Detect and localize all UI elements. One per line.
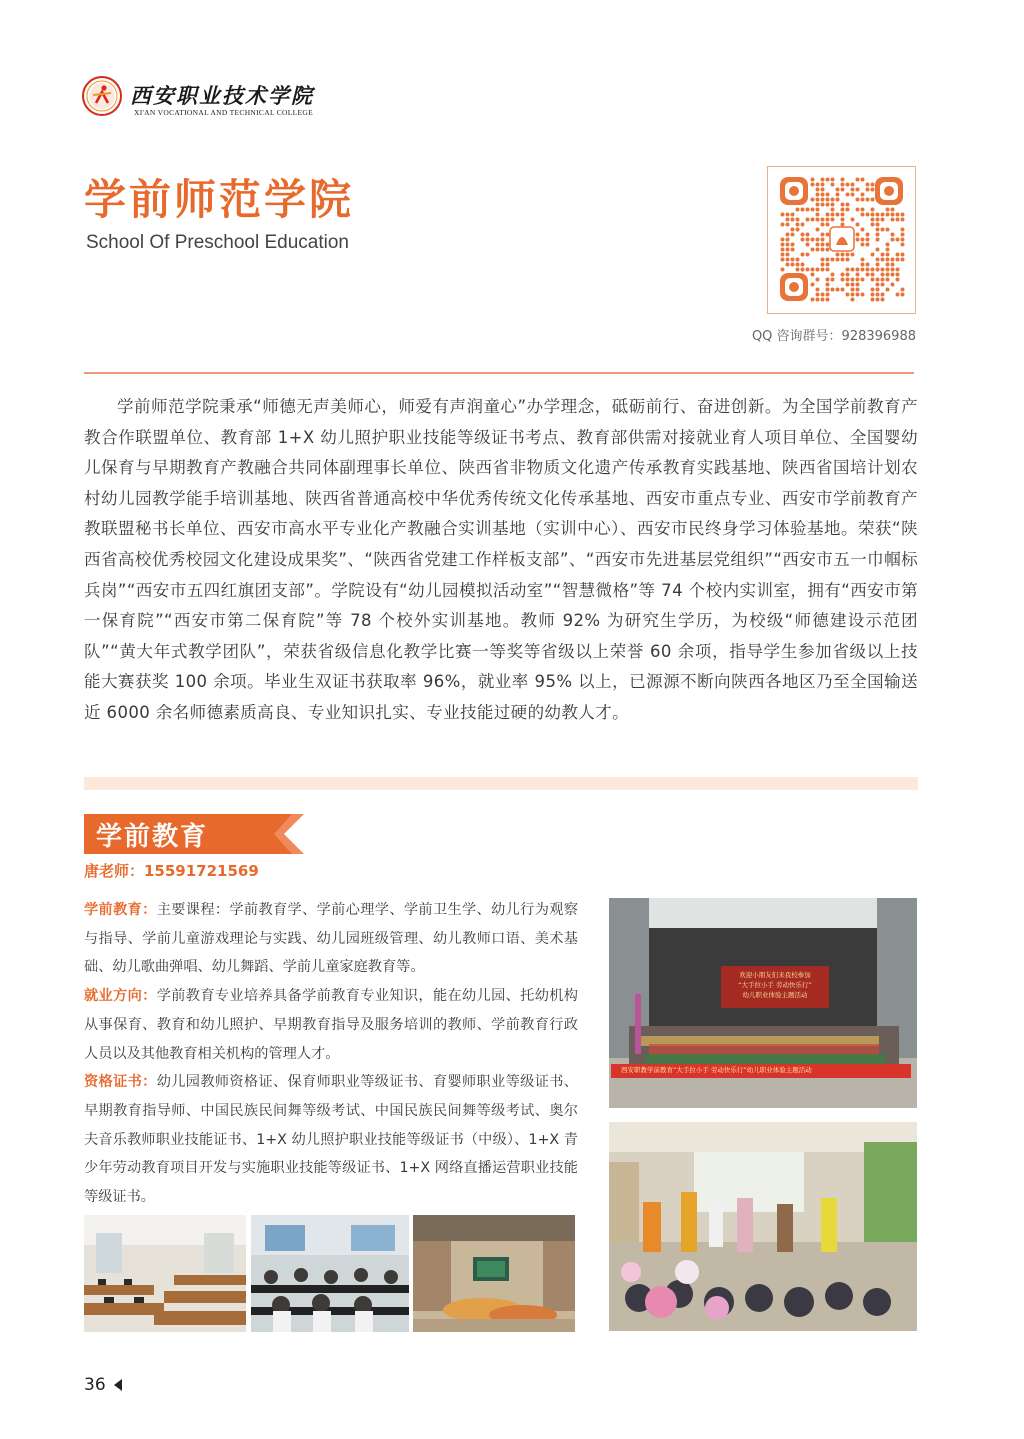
courses-text: 主要课程：学前教育学、学前心理学、学前卫生学、幼儿行为观察与指导、学前儿童游戏理论与实践、幼儿园班级管理、幼儿教师口语、美术基础、幼儿歌曲弹唱、幼儿舞蹈、学前儿童家庭教育等。 xyxy=(84,902,578,976)
career-block xyxy=(84,982,578,1068)
courses-label: 学前教育： xyxy=(84,902,157,918)
qr-code-icon xyxy=(768,167,915,313)
college-name-en: XI'AN VOCATIONAL AND TECHNICAL COLLEGE xyxy=(134,108,313,117)
section-heading: 学前教育 xyxy=(96,822,209,852)
qq-group-qr-code[interactable] xyxy=(767,166,916,314)
led-line-2: “大手拉小手 劳动快乐行” xyxy=(738,981,812,989)
courses-block xyxy=(84,896,578,982)
contact-phone: 唐老师：15591721569 xyxy=(84,862,259,880)
led-screen-text xyxy=(723,970,827,1000)
page-subtitle: School Of Preschool Education xyxy=(86,232,349,253)
cert-text: 幼儿园教师资格证、保育师职业等级证书、育婴师职业等级证书、早期教育指导师、中国民族民间舞等级考试、中国民族民间舞等级考试、奥尔夫音乐教师职业技能证书、1+X 幼儿照护职业技能等级证书（中级）、1+X 青少年劳动教育项目开发与实施职业技能等级证书、1+X 网络直播运营职业技能等级证书。 xyxy=(84,1074,578,1206)
led-line-1: 欢迎小朋友们来我校参加 xyxy=(739,971,811,979)
college-logo-icon xyxy=(82,76,122,116)
classroom-photo-2 xyxy=(251,1215,409,1332)
career-label: 就业方向： xyxy=(84,988,157,1005)
reading-room-photo xyxy=(413,1215,575,1332)
program-details xyxy=(84,896,578,1212)
led-line-3: 幼儿职业体验主题活动 xyxy=(742,991,808,999)
red-banner-text: 西安职教学前教育“大手拉小手 劳动快乐行”幼儿职业体验主题活动 xyxy=(621,1066,812,1074)
college-name-cn: 西安职业技术学院 xyxy=(130,83,314,108)
classroom-photo-1 xyxy=(84,1215,246,1332)
qr-caption: QQ 咨询群号：928396988 xyxy=(751,329,916,344)
cert-block xyxy=(84,1068,578,1212)
page-title: 学前师范学院 xyxy=(84,175,355,224)
group-photo xyxy=(609,898,917,1108)
page-number: 36 xyxy=(84,1375,106,1395)
career-text: 学前教育专业培养具备学前教育专业知识，能在幼儿园、托幼机构从事保育、教育和幼儿照护、早期教育指导及服务培训的教师、学前教育行政人员以及其他教育相关机构的管理人才。 xyxy=(84,988,578,1062)
performance-photo xyxy=(609,1122,917,1331)
header-divider xyxy=(84,372,914,374)
intro-underline-bar xyxy=(84,777,918,790)
page-arrow-icon xyxy=(114,1376,122,1394)
cert-label: 资格证书： xyxy=(84,1074,157,1091)
intro-paragraph: 学前师范学院秉承“师德无声美师心，师爱有声润童心”办学理念，砥砺前行、奋进创新。为全国学前教育产教合作联盟单位、教育部 1+X 幼儿照护职业技能等级证书考点、教育部供需对接就业育人项目单位、全国婴幼儿保育与早期教育产教融合共同体副理事长单位、陕西省非物质文化遗产传承教育实践基地、陕西省国培计划农村幼儿园教学能手培训基地、陕西省普通高校中华优秀传统文化传承基地、西安市重点专业、西安市学前教育产教联盟秘书长单位、西安市高水平专业化产教融合实训基地（实训中心）、西安市民终身学习体验基地。荣获“陕西省高校优秀校园文化建设成果奖”、“陕西省党建工作样板支部”、“西安市先进基层党组织”“西安市五一巾帼标兵岗”“西安市五四红旗团支部”。学院设有“幼儿园模拟活动室”“智慧微格”等 74 个校内实训室，拥有“西安市第一保育院”“西安市第二保育院”等 78 个校外实训基地。教师 92% 为研究生学历，为校级“师德建设示范团队”“黄大年式教学团队”，荣获省级信息化教学比赛一等奖等省级以上荣誉 60 余项，指导学生参加省级以上技能大赛获奖 100 余项。毕业生双证书获取率 96%，就业率 95% 以上，已源源不断向陕西各地区乃至全国输送近 6000 余名师德素质高良、专业知识扎实、专业技能过硬的幼教人才。 xyxy=(84,397,918,722)
